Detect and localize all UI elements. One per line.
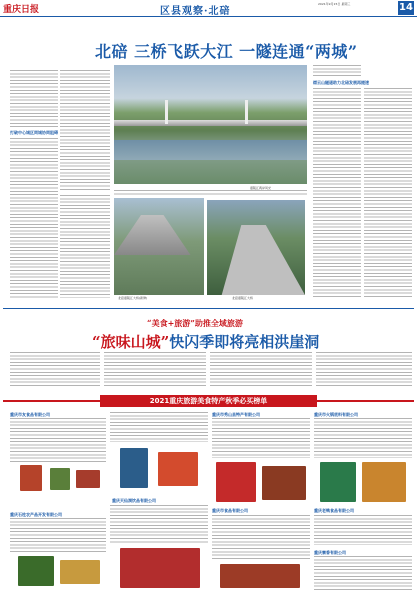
ad-text bbox=[212, 515, 310, 560]
ad-text bbox=[212, 418, 310, 458]
article-text-col2b bbox=[60, 195, 110, 298]
article-text-col1 bbox=[10, 70, 58, 128]
headline-quoted: “旅味山城” bbox=[92, 333, 170, 351]
company-name: 重庆市火锅底料有限公司 bbox=[314, 412, 358, 417]
page-number: 14 bbox=[399, 2, 413, 13]
divider bbox=[3, 308, 414, 309]
bridge-deck bbox=[114, 120, 307, 126]
bridge-pylon bbox=[165, 100, 168, 124]
ad-text bbox=[110, 505, 208, 543]
headline-rest: 快闪季即将亮相洪崖洞 bbox=[169, 333, 320, 351]
product-image bbox=[320, 462, 356, 502]
product-image bbox=[18, 556, 54, 586]
company-name: 重庆市友食品有限公司 bbox=[10, 412, 50, 417]
river bbox=[114, 140, 307, 160]
ad-text bbox=[10, 418, 106, 462]
photo-caption: 北碚嘉陵江大桥(新修) bbox=[118, 296, 148, 300]
product-image bbox=[220, 564, 300, 588]
subhead: 打破中心城区同城协同阻碍 bbox=[10, 130, 58, 135]
article-text-mid bbox=[114, 190, 307, 196]
main-headline: 北碚 三桥飞跃大江 一隧连通“两城” bbox=[95, 42, 358, 61]
product-image bbox=[120, 548, 200, 588]
company-name: 重庆石柱农产品开发有限公司 bbox=[10, 512, 62, 517]
article2-text-col4 bbox=[316, 352, 412, 388]
article2-text-col2 bbox=[104, 352, 206, 388]
ad-banner: 2021重庆旅游美食特产秋季必买榜单 bbox=[100, 395, 317, 407]
article-text-col4 bbox=[364, 88, 412, 298]
product-image bbox=[120, 448, 148, 488]
product-image bbox=[362, 462, 406, 502]
product-image bbox=[158, 452, 198, 486]
section-title: 区县观察·北碚 bbox=[160, 6, 231, 17]
photo-caption: 嘉陵江两岸风光 bbox=[250, 186, 272, 190]
article-text-col3b bbox=[313, 88, 361, 298]
second-headline bbox=[92, 331, 319, 352]
ad-text bbox=[314, 515, 412, 545]
company-name: 重庆天仙洞饮品有限公司 bbox=[112, 498, 156, 503]
product-image bbox=[76, 470, 100, 488]
company-name: 重庆寨香有限公司 bbox=[314, 550, 346, 555]
kicker: “美食+旅游”助推全域旅游 bbox=[147, 318, 243, 328]
product-image bbox=[262, 466, 306, 500]
dateline: 2021年9月15日 星期三 bbox=[318, 2, 351, 6]
ad-text bbox=[10, 518, 106, 552]
ad-text bbox=[314, 418, 412, 458]
company-name: 重庆老鸭食品有限公司 bbox=[314, 508, 354, 513]
right-subhead: 缙云山隧道助力北碚发展再提速 bbox=[313, 80, 369, 85]
product-image bbox=[50, 468, 70, 490]
masthead: 重庆日报 bbox=[3, 5, 40, 15]
company-name: 重庆市食品有限公司 bbox=[212, 508, 248, 513]
article2-text-col3 bbox=[210, 352, 312, 388]
article-text-col3 bbox=[313, 65, 361, 77]
product-image bbox=[60, 560, 100, 584]
bridge-pylon bbox=[245, 100, 248, 124]
ad-text bbox=[314, 556, 412, 590]
company-name: 重庆市秀山县特产有限公司 bbox=[212, 412, 260, 417]
ad-text bbox=[110, 412, 208, 442]
article-text-col2 bbox=[60, 70, 110, 190]
product-image bbox=[216, 462, 256, 502]
product-image bbox=[20, 465, 42, 491]
article2-text-col1 bbox=[10, 352, 100, 388]
photo-caption: 北碚嘉陵江大桥 bbox=[232, 296, 254, 300]
article-text-col1b bbox=[10, 138, 58, 298]
